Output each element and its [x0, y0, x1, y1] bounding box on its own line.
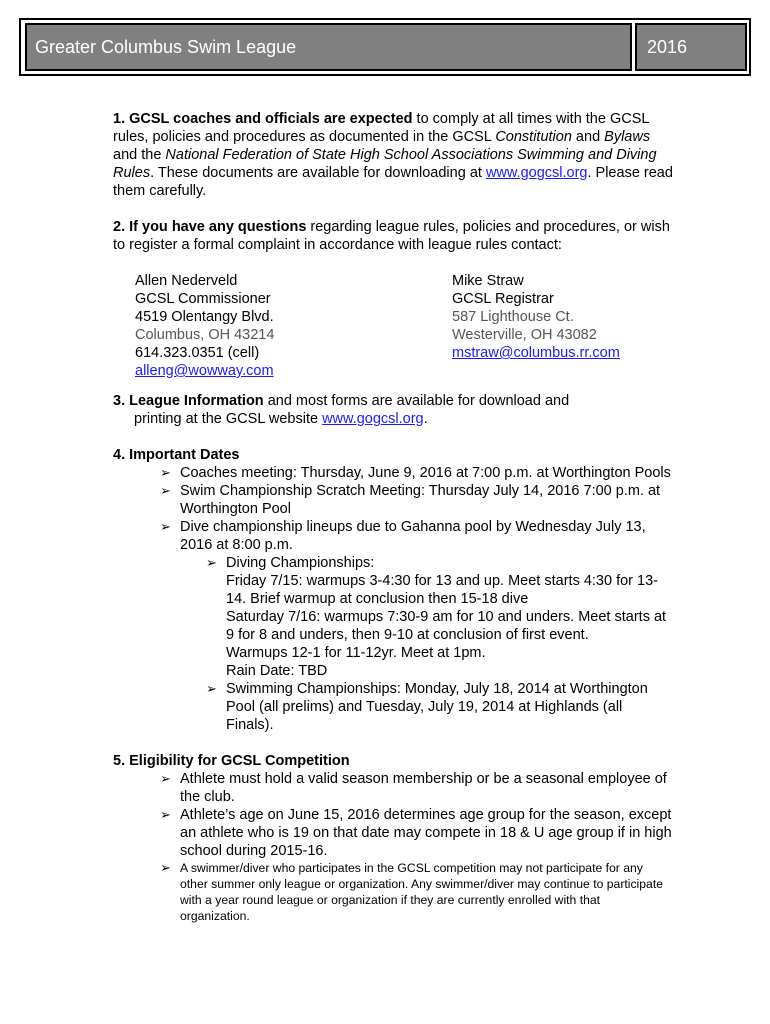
document-body: 1. GCSL coaches and officials are expected to comply at all times with the GCSL rules, policies and procedures as documented in the GCSL Constitution and Bylaws and the National Federation of State High School Associations Swimming and Diving Rules. These documents are available for downloading at www.gogcsl.org. Please read them carefully. 2. If you have any questions regarding league rules, policies and procedures, or wish to register a formal complaint in accordance with league rules contact: Allen Nederveld GCSL Commissioner 4519 Olentangy Blvd. Columbus, OH 43214 614.323.0351 (cell) alleng@wowway.com Mike Straw GCSL Registrar 587 Lighthouse Ct. Westerville, OH 43082 mstraw@columbus.rr.com 3. League Information and most forms are available for download and printing at the GCSL website www.gogcsl.org. 4. Important Dates ➢ Coaches meeting: Thursday, June 9, 2016 at 7:00 p.m. at Worthington Pools ➢ Swim Championship Scratch Meeting: Thursday July 14, 2016 7:00 p.m. at Worthington Pool ➢ Dive championship lineups due to Gahanna pool by Wednesday July 13, 2016 at 8:00 p.m. ➢ Diving Championships: Friday 7/15: warmups 3-4:30 for 13 and up. Meet starts 4:30 for 13-14. Brief warmup at conclusion then 15-18 dive Saturday 7/16: warmups 7:30-9 am for 10 and unders. Meet starts at 9 for 8 and unders, then 9-10 at conclusion of first event. Warmups 12-1 for 11-12yr. Meet at 1pm. Rain Date: TBD ➢ Swimming Championships: Monday, July 18, 2014 at Worthington Pool (all prelims) and Tuesday, July 19, 2014 at Highlands (all Finals). 5. Eligibility for GCSL Competition ➢ Athlete must hold a valid season membership or be a seasonal employee of the club. ➢ Athlete’s age on June 15, 2016 determines age group for the season, except an athlete who is 19 on that date may compete in 18 & U age group if in high school during 2015-16. ➢ A swimmer/diver who participates in the GCSL competition may not participate for any other summer only league or organization. Any swimmer/diver may continue to participate with a year round league or organization if they are currently enrolled with that organization. — [113, 111, 673, 923]
section-3-heading: 3. League Information — [113, 393, 264, 409]
list-item: ➢ Dive championship lineups due to Gahanna pool by Wednesday July 13, 2016 at 8:00 p.m. — [160, 519, 646, 553]
section-5-heading: 5. Eligibility for GCSL Competition — [113, 753, 350, 769]
contact-role: GCSL Commissioner — [135, 291, 271, 307]
list-item: ➢ Coaches meeting: Thursday, June 9, 2016 at 7:00 p.m. at Worthington Pools — [160, 465, 671, 481]
header-year: 2016 — [635, 23, 747, 71]
list-item: ➢ Athlete’s age on June 15, 2016 determines age group for the season, except an athlete who is 19 on that date may compete in 18 & U age group if in high school during 2015-16. — [160, 807, 672, 859]
gogcsl-link[interactable]: www.gogcsl.org — [485, 165, 588, 181]
section-3: 3. League Information and most forms are available for download and — [113, 393, 570, 409]
contact-name: Allen Nederveld — [135, 273, 238, 289]
contact-email-link[interactable]: mstraw@columbus.rr.com — [452, 345, 620, 361]
contact-street: 4519 Olentangy Blvd. — [135, 309, 274, 325]
contact-street: 587 Lighthouse Ct. — [452, 309, 574, 325]
list-item: ➢ Swim Championship Scratch Meeting: Thursday July 14, 2016 7:00 p.m. at Worthington Pool — [160, 483, 661, 517]
contact-role: GCSL Registrar — [452, 291, 554, 307]
arrow-bullet-icon: ➢ — [206, 555, 217, 570]
arrow-bullet-icon: ➢ — [160, 465, 171, 480]
section-1: 1. GCSL coaches and officials are expected to comply at all times with the GCSL rules, policies and procedures as documented in the GCSL Constitution and Bylaws and the National Federation of State High School Associations Swimming and Diving Rules. These documents are available for downloading at www.gogcsl.org. Please read them carefully. — [113, 111, 673, 199]
contact-commissioner — [135, 272, 274, 380]
contact-city: Westerville, OH 43082 — [452, 327, 597, 343]
contact-city: Columbus, OH 43214 — [135, 327, 275, 343]
eligibility-list — [113, 770, 673, 924]
contact-registrar — [452, 272, 620, 362]
arrow-bullet-icon: ➢ — [160, 771, 171, 786]
contacts — [113, 272, 673, 380]
important-dates-list — [113, 464, 673, 734]
contact-phone: 614.323.0351 (cell) — [135, 345, 260, 361]
arrow-bullet-icon: ➢ — [160, 860, 171, 875]
section-1-heading: 1. GCSL coaches and officials are expected — [113, 111, 413, 127]
section-2-heading: 2. If you have any questions — [113, 219, 307, 235]
gogcsl-link[interactable]: www.gogcsl.org — [322, 411, 424, 427]
contact-name: Mike Straw — [452, 273, 524, 289]
section-2: 2. If you have any questions regarding league rules, policies and procedures, or wish to register a formal complaint in accordance with league rules contact: — [113, 219, 670, 253]
header-title: Greater Columbus Swim League — [25, 23, 632, 71]
arrow-bullet-icon: ➢ — [160, 807, 171, 822]
header-box — [19, 18, 751, 76]
arrow-bullet-icon: ➢ — [160, 483, 171, 498]
list-item-diving: ➢ Diving Championships: Friday 7/15: warmups 3-4:30 for 13 and up. Meet starts 4:30 for 13-14. Brief warmup at conclusion then 15-18 dive Saturday 7/16: warmups 7:30-9 am for 10 and unders. Meet starts at 9 for 8 and unders, then 9-10 at conclusion of first event. Warmups 12-1 for 11-12yr. Meet at 1pm. Rain Date: TBD — [206, 555, 667, 679]
contact-email-link[interactable]: alleng@wowway.com — [135, 363, 274, 379]
list-item-swimming: ➢ Swimming Championships: Monday, July 18, 2014 at Worthington Pool (all prelims) and Tuesday, July 19, 2014 at Highlands (all Finals). — [206, 681, 648, 733]
section-4-heading: 4. Important Dates — [113, 447, 240, 463]
list-item: ➢ A swimmer/diver who participates in the GCSL competition may not participate for any other summer only league or organization. Any swimmer/diver may continue to participate with a year round league or organization if they are currently enrolled with that organization. — [160, 860, 663, 923]
arrow-bullet-icon: ➢ — [160, 519, 171, 534]
list-item: ➢ Athlete must hold a valid season membership or be a seasonal employee of the club. — [160, 771, 667, 805]
arrow-bullet-icon: ➢ — [206, 681, 217, 696]
